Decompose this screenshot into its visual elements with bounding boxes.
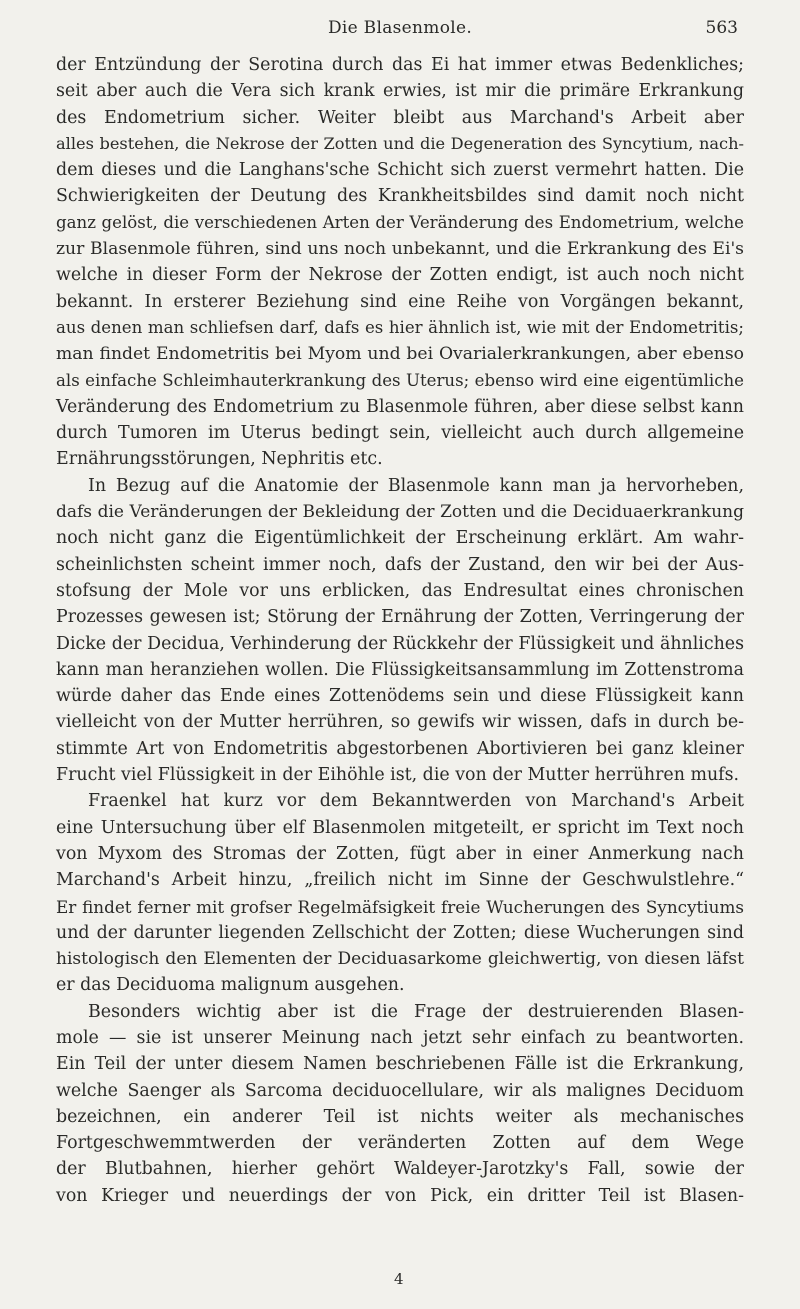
text-line: ganz gelöst, die verschiedenen Arten der Veränderung des Endometrium, welche [56,212,744,232]
text-line: man findet Endometritis bei Myom und bei Ovarialerkrankungen, aber ebenso [56,344,744,365]
text-line: Veränderung des Endometrium zu Blasenmole führen, aber diese selbst kann [56,396,744,417]
text-line: Dicke der Decidua, Verhinderung der Rückkehr der Flüssigkeit und ähnliches [56,633,744,654]
text-line: Er findet ferner mit grofser Regelmäfsigkeit freie Wucherungen des Syncytiums [56,896,744,917]
text-line: vielleicht von der Mutter herrühren, so gewifs wir wissen, dafs in durch be- [56,712,744,733]
text-line: als einfache Schleimhauterkrankung des Uterus; ebenso wird eine eigentümliche [56,370,744,390]
text-line: stimmte Art von Endometritis abgestorbenen Abortivieren bei ganz kleiner [56,738,744,759]
text-line: Prozesses gewesen ist; Störung der Ernährung der Zotten, Verringerung der [56,607,744,628]
text-line: Ein Teil der unter diesem Namen beschriebenen Fälle ist die Erkrankung, [56,1054,744,1075]
body-text [56,52,744,1209]
text-line: bekannt. In ersterer Beziehung sind eine Reihe von Vorgängen bekannt, [56,291,744,312]
text-line: Ernährungsstörungen, Nephritis etc. [56,449,383,470]
text-line: er das Deciduoma malignum ausgehen. [56,975,405,996]
text-line: welche in dieser Form der Nekrose der Zotten endigt, ist auch noch nicht [56,265,744,286]
signature-mark: 4 [394,1270,404,1288]
text-line: stofsung der Mole vor uns erblicken, das Endresultat eines chronischen [56,580,744,601]
text-line: Fortgeschwemmtwerden der veränderten Zotten auf dem Wege [56,1133,744,1154]
text-line: scheinlichsten scheint immer noch, dafs der Zustand, den wir bei der Aus- [56,554,744,575]
text-line: alles bestehen, die Nekrose der Zotten und die Degeneration des Syncytium, nach- [56,133,744,153]
running-title: Die Blasenmole. [327,18,473,38]
text-line: In Bezug auf die Anatomie der Blasenmole kann man ja hervorheben, [88,475,744,496]
text-line: eine Untersuchung über elf Blasenmolen mitgeteilt, er spricht im Text noch [56,817,744,838]
text-line: noch nicht ganz die Eigentümlichkeit der Erscheinung erklärt. Am wahr- [56,528,744,549]
text-line: durch Tumoren im Uterus bedingt sein, vielleicht auch durch allgemeine [56,423,744,444]
page-number: 563 [705,18,738,38]
text-line: mole — sie ist unserer Meinung nach jetzt sehr einfach zu beantworten. [56,1027,744,1048]
text-line: und der darunter liegenden Zellschicht der Zotten; diese Wucherungen sind [56,922,744,943]
text-line: der Entzündung der Serotina durch das Ei hat immer etwas Bedenkliches; [56,55,744,75]
text-line: Frucht viel Flüssigkeit in der Eihöhle ist, die von der Mutter herrühren mufs. [56,765,740,786]
text-line: Marchand's Arbeit hinzu, „freilich nicht im Sinne der Geschwulstlehre.“ [56,870,744,891]
text-line: seit aber auch die Vera sich krank erwies, ist mir die primäre Erkrankung [56,81,744,102]
text-line: zur Blasenmole führen, sind uns noch unbekannt, und die Erkrankung des Ei's [56,239,744,260]
text-line: Fraenkel hat kurz vor dem Bekanntwerden von Marchand's Arbeit [88,791,744,812]
text-line: dem dieses und die Langhans'sche Schicht sich zuerst vermehrt hatten. Die [56,160,744,181]
text-line: bezeichnen, ein anderer Teil ist nichts weiter als mechanisches [56,1106,744,1127]
text-line: welche Saenger als Sarcoma deciduocellulare, wir als malignes Deciduom [56,1080,744,1101]
text-line: würde daher das Ende eines Zottenödems sein und diese Flüssigkeit kann [56,686,744,707]
text-line: der Blutbahnen, hierher gehört Waldeyer-Jarotzky's Fall, sowie der [56,1159,744,1180]
text-line: von Krieger und neuerdings der von Pick, ein dritter Teil ist Blasen- [56,1185,744,1206]
text-line: von Myxom des Stromas der Zotten, fügt aber in einer Anmerkung nach [56,843,744,864]
running-header [0,18,800,46]
text-line: Besonders wichtig aber ist die Frage der destruierenden Blasen- [88,1001,744,1022]
text-line: Schwierigkeiten der Deutung des Krankheitsbildes sind damit noch nicht [56,186,744,207]
text-line: dafs die Veränderungen der Bekleidung der Zotten und die Deciduaerkrankung [56,502,744,523]
text-line: kann man heranziehen wollen. Die Flüssigkeitsansammlung im Zottenstroma [56,659,744,680]
text-line: histologisch den Elementen der Deciduasarkome gleichwertig, von diesen läfst [56,949,744,970]
text-line: aus denen man schliefsen darf, dafs es hier ähnlich ist, wie mit der Endometritis; [56,317,744,337]
text-line: des Endometrium sicher. Weiter bleibt aus Marchand's Arbeit aber [56,107,744,128]
